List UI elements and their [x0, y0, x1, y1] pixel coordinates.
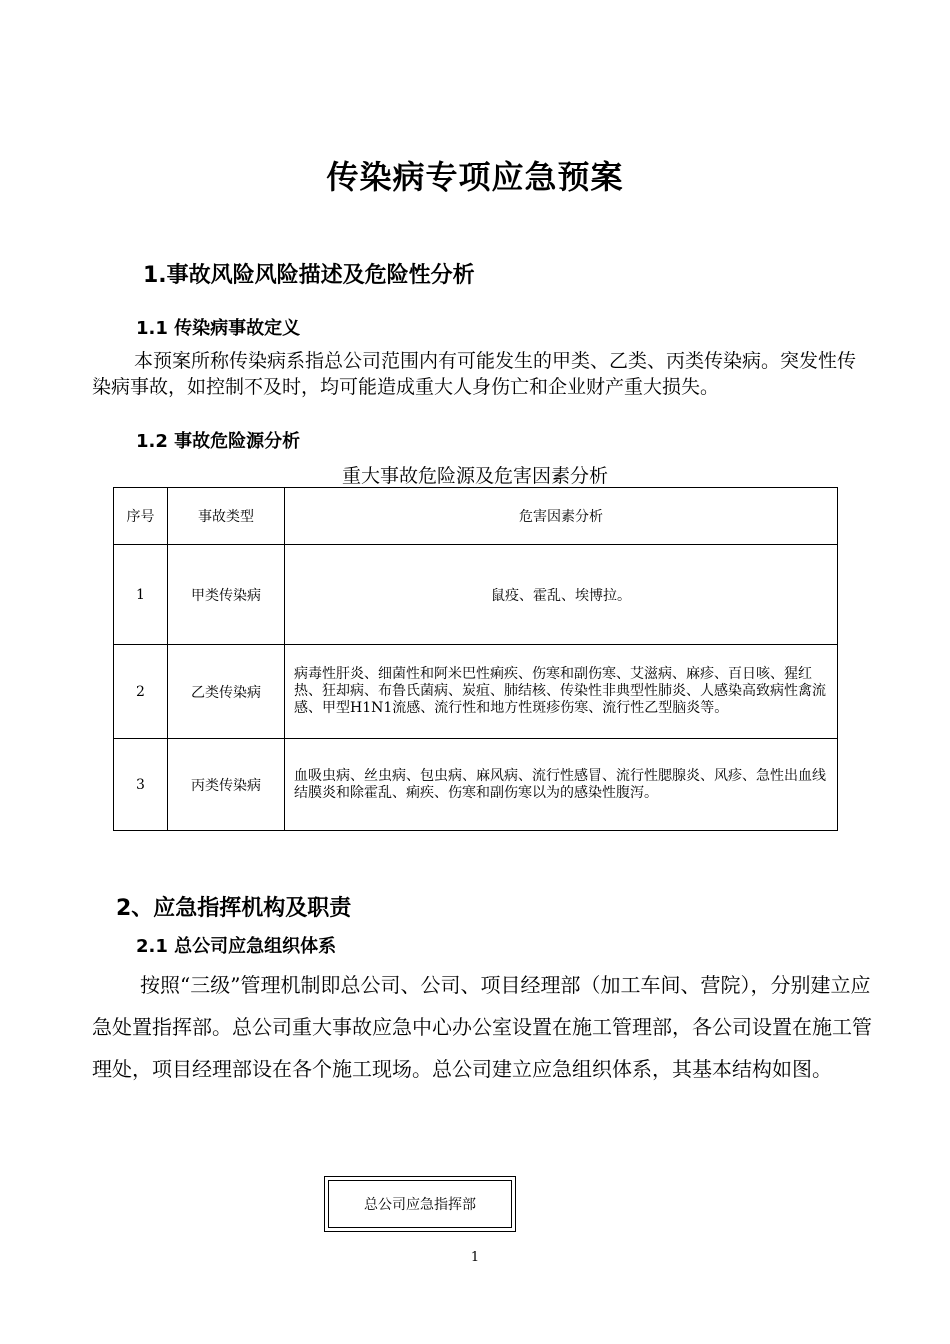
row-number: 3 — [114, 739, 168, 831]
org-chart-top-label: 总公司应急指挥部 — [328, 1180, 512, 1228]
row-analysis: 鼠疫、霍乱、埃博拉。 — [285, 545, 838, 645]
row-number: 1 — [114, 545, 168, 645]
row-analysis: 病毒性肝炎、细菌性和阿米巴性痢疾、伤寒和副伤寒、艾滋病、麻疹、百日咳、猩红热、狂却病、布鲁氏菌病、炭疽、肺结核、传染性非典型性肺炎、人感染高致病性禽流感、甲型H1N1流感、流行性和地方性斑疹伤寒、流行性乙型脑炎等。 — [285, 645, 838, 739]
org-chart-top-box — [324, 1176, 516, 1232]
column-header-analysis: 危害因素分析 — [285, 488, 838, 545]
row-type: 甲类传染病 — [168, 545, 285, 645]
row-number: 2 — [114, 645, 168, 739]
section-1-heading: 1.事故风险风险描述及危险性分析 — [143, 263, 475, 288]
row-type: 丙类传染病 — [168, 739, 285, 831]
section-1-1-text: 本预案所称传染病系指总公司范围内有可能发生的甲类、乙类、丙类传染病。突发性传染病事故，如控制不及时，均可能造成重大人身伤亡和企业财产重大损失。 — [92, 350, 857, 398]
section-2-1-paragraph — [92, 964, 872, 1090]
table-caption: 重大事故危险源及危害因素分析 — [341, 465, 608, 487]
section-2-1-text: 按照“三级”管理机制即总公司、公司、项目经理部（加工车间、营院），分别建立应急处置指挥部。总公司重大事故应急中心办公室设置在施工管理部，各公司设置在施工管理处，项目经理部设在各个施工现场。总公司建立应急组织体系，其基本结构如图。 — [92, 973, 872, 1081]
section-1-1-heading: 1.1 传染病事故定义 — [136, 318, 301, 339]
section-2-heading: 2、应急指挥机构及职责 — [116, 896, 352, 921]
row-type: 乙类传染病 — [168, 645, 285, 739]
table-row — [114, 645, 838, 739]
row-analysis: 血吸虫病、丝虫病、包虫病、麻风病、流行性感冒、流行性腮腺炎、风疹、急性出血线结膜炎和除霍乱、痢疾、伤寒和副伤寒以为的感染性腹泻。 — [285, 739, 838, 831]
column-header-type: 事故类型 — [168, 488, 285, 545]
table-header-row — [114, 488, 838, 545]
page-number: 1 — [470, 1250, 480, 1265]
column-header-number: 序号 — [114, 488, 168, 545]
section-1-1-paragraph — [92, 348, 872, 400]
section-2-1-heading: 2.1 总公司应急组织体系 — [136, 936, 337, 957]
document-title: 传染病专项应急预案 — [326, 158, 624, 196]
table-row — [114, 739, 838, 831]
hazard-analysis-table — [113, 487, 838, 831]
section-1-2-heading: 1.2 事故危险源分析 — [136, 431, 301, 452]
table-row — [114, 545, 838, 645]
